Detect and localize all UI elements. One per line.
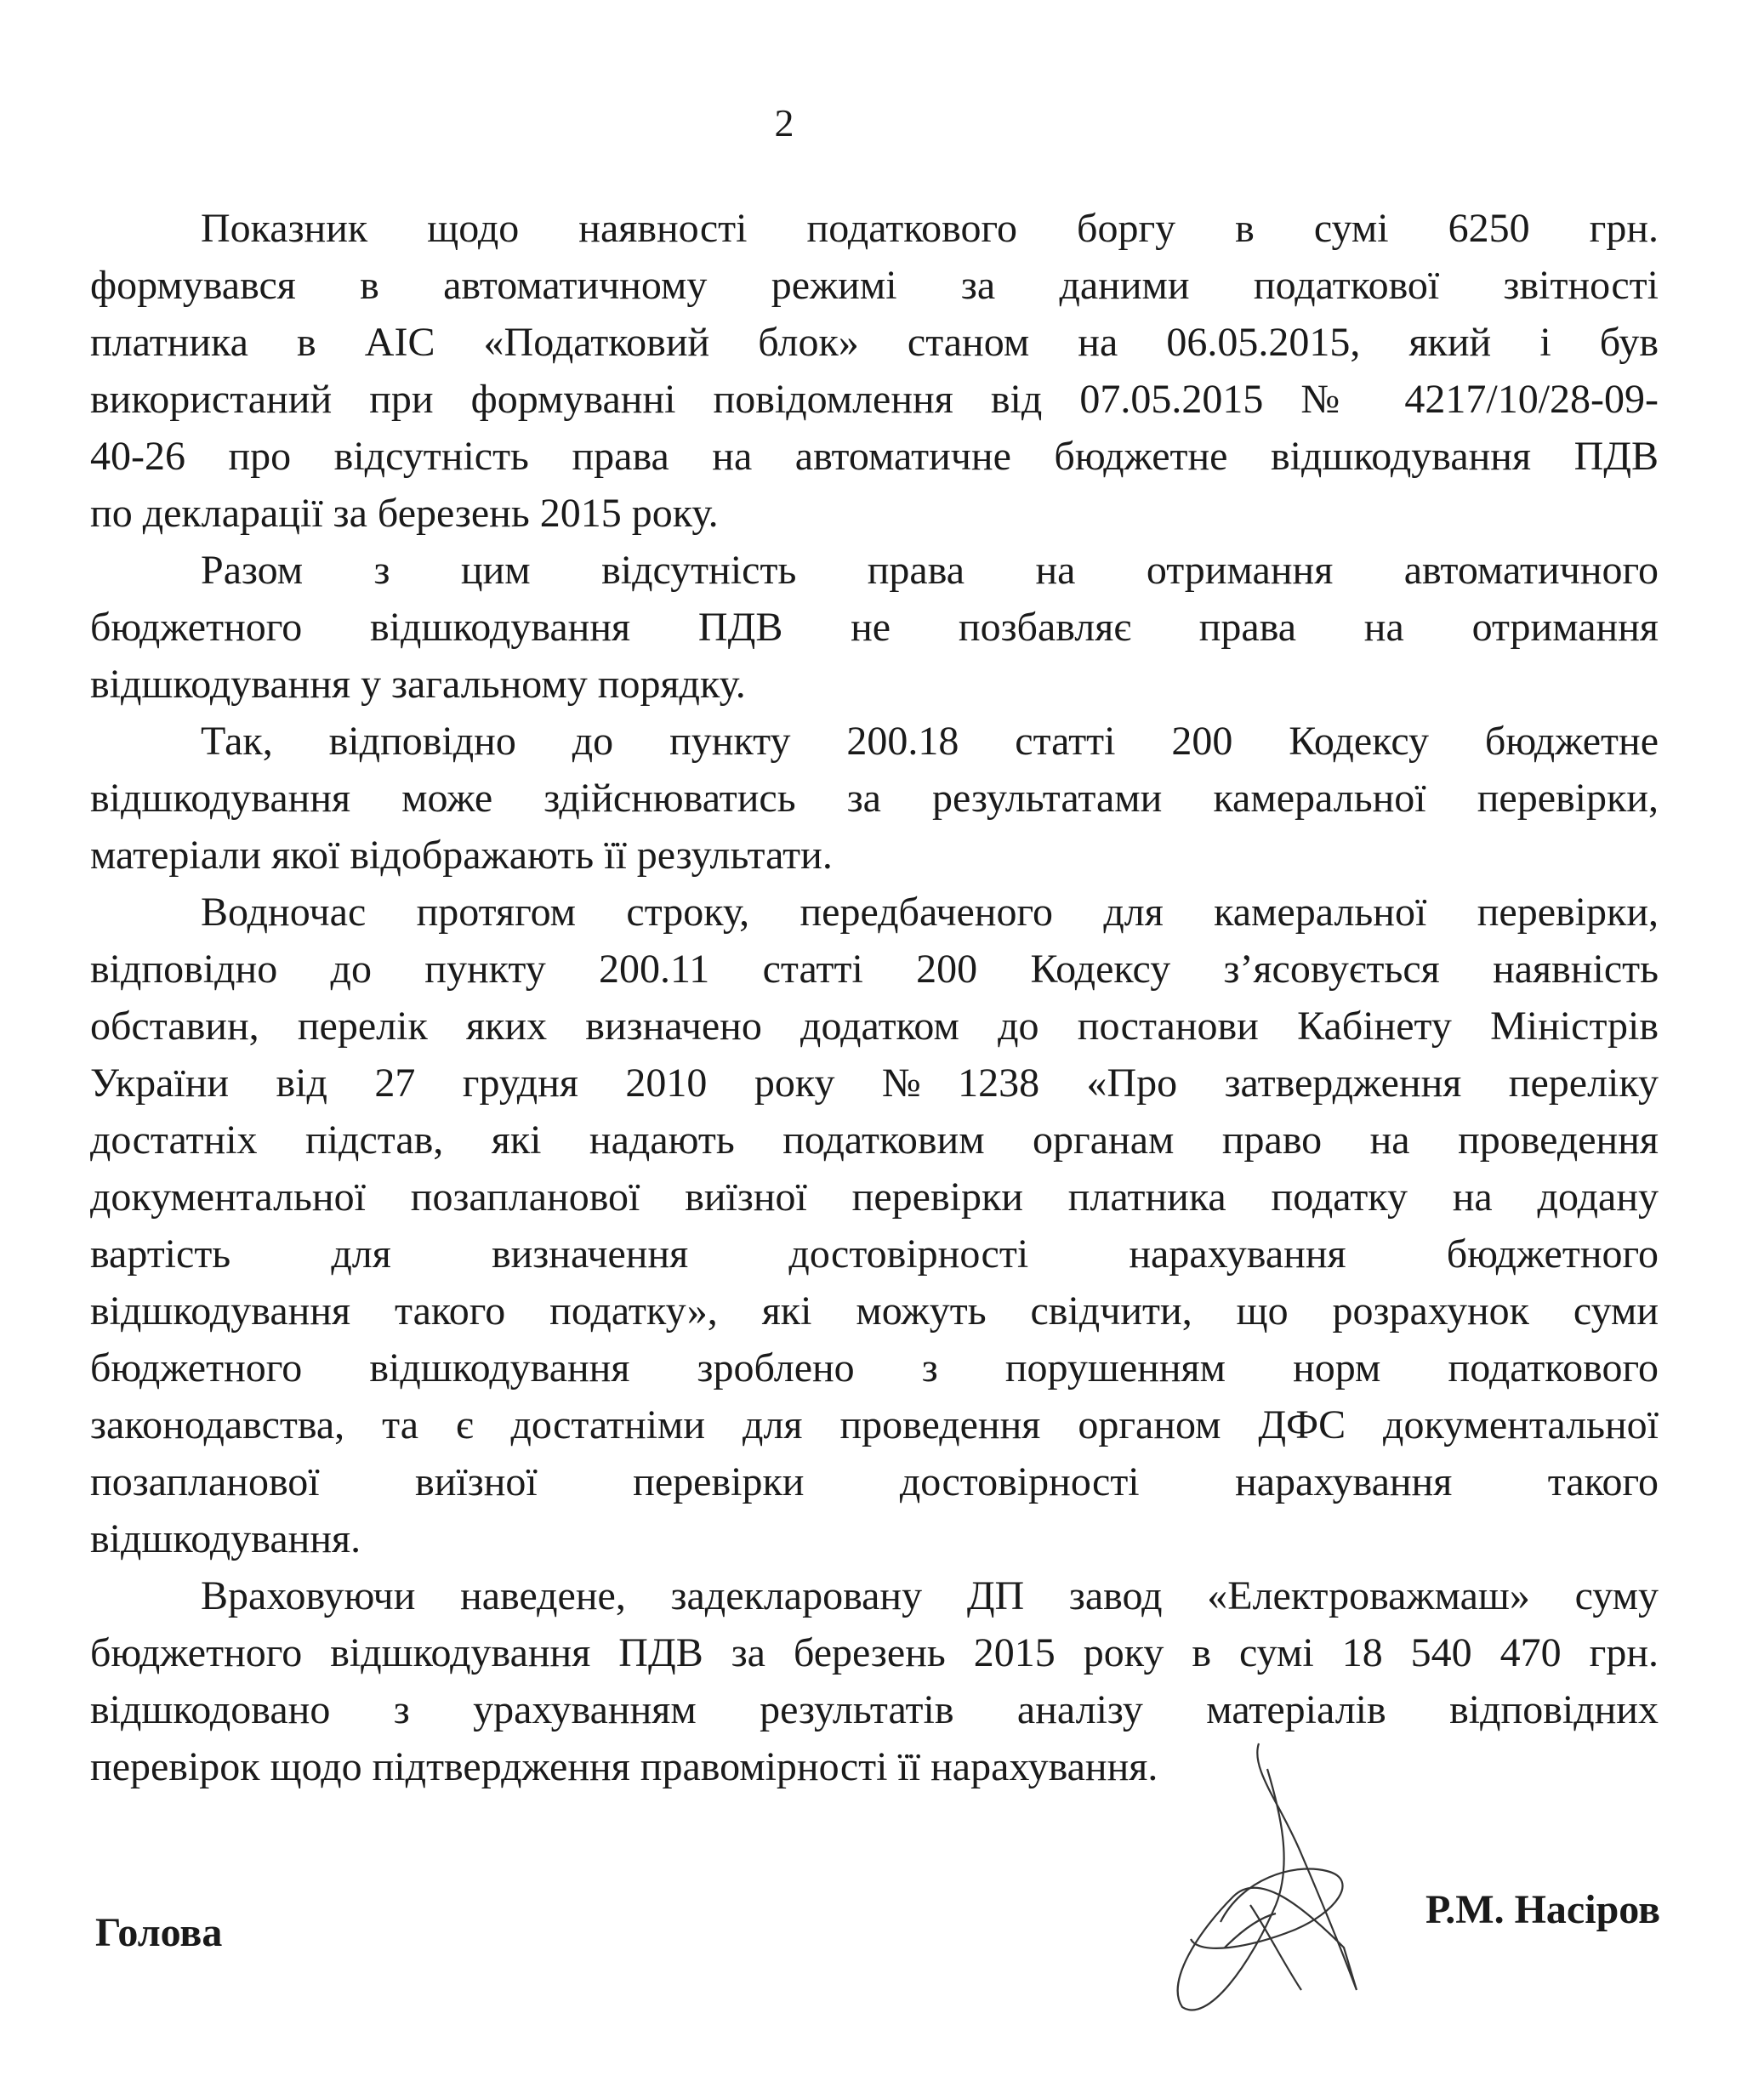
text-line: відшкодовано з урахуванням результатів аналізу матеріалів відповідних [90, 1687, 1659, 1732]
signer-name: Р.М. Насіров [1425, 1887, 1660, 1932]
text-line: формувався в автоматичному режимі за даними податкової звітності [90, 263, 1659, 308]
paragraph [90, 542, 1659, 713]
text-line: відшкодування може здійснюватись за результатами камеральної перевірки, [90, 776, 1659, 821]
text-line: матеріали якої відображають її результати. [90, 833, 833, 878]
handwritten-signature [1131, 1735, 1386, 2024]
text-line: платника в АІС «Податковий блок» станом на 06.05.2015, який і був [90, 320, 1659, 365]
text-line: України від 27 грудня 2010 року №1238 «Про затвердження переліку [90, 1061, 1659, 1106]
text-line: Разом з цим відсутність права на отримання автоматичного [201, 548, 1659, 593]
text-line: Враховуючи наведене, задекларовану ДП завод «Електроважмаш» суму [201, 1573, 1659, 1618]
text-line: відшкодування такого податку», які можуть свідчити, що розрахунок суми [90, 1288, 1659, 1334]
text-line: відповідно до пункту 200.11 статті 200 Кодексу з’ясовується наявність [90, 947, 1659, 992]
text-line: бюджетного відшкодування ПДВ за березень 2015 року в сумі 18 540 470 грн. [90, 1630, 1659, 1675]
letter-body [90, 200, 1659, 1795]
text-line: достатніх підстав, які надають податковим органам право на проведення [90, 1117, 1659, 1163]
text-line: Водночас протягом строку, передбаченого для камеральної перевірки, [201, 890, 1659, 935]
text-line: 40-26 про відсутність права на автоматичне бюджетне відшкодування ПДВ [90, 434, 1659, 479]
text-line: відшкодування у загальному порядку. [90, 662, 746, 707]
paragraph [90, 200, 1659, 542]
text-line: документальної позапланової виїзної перевірки платника податку на додану [90, 1174, 1659, 1220]
text-line: законодавства, та є достатніми для проведення органом ДФС документальної [90, 1402, 1659, 1447]
text-line: по декларації за березень 2015 року. [90, 491, 719, 536]
text-line: бюджетного відшкодування зроблено з порушенням норм податкового [90, 1345, 1659, 1390]
paragraph [90, 713, 1659, 884]
text-line: позапланової виїзної перевірки достовірності нарахування такого [90, 1459, 1659, 1504]
text-line: Показник щодо наявності податкового боргу в сумі 6250 грн. [201, 206, 1659, 251]
page-number: 2 [774, 101, 794, 145]
text-line: використаний при формуванні повідомлення від 07.05.2015 № 4217/10/28-09- [90, 377, 1659, 422]
paragraph [90, 1567, 1659, 1795]
text-line: Так, відповідно до пункту 200.18 статті 200 Кодексу бюджетне [201, 719, 1659, 764]
text-line: обставин, перелік яких визначено додатком до постанови Кабінету Міністрів [90, 1004, 1659, 1049]
text-line: відшкодування. [90, 1516, 361, 1561]
paragraph [90, 884, 1659, 1567]
text-line: вартість для визначення достовірності нарахування бюджетного [90, 1231, 1659, 1277]
signatory-position: Голова [95, 1910, 223, 1955]
text-line: бюджетного відшкодування ПДВ не позбавляє права на отримання [90, 605, 1659, 650]
text-line: перевірок щодо підтвердження правомірності її нарахування. [90, 1744, 1158, 1789]
